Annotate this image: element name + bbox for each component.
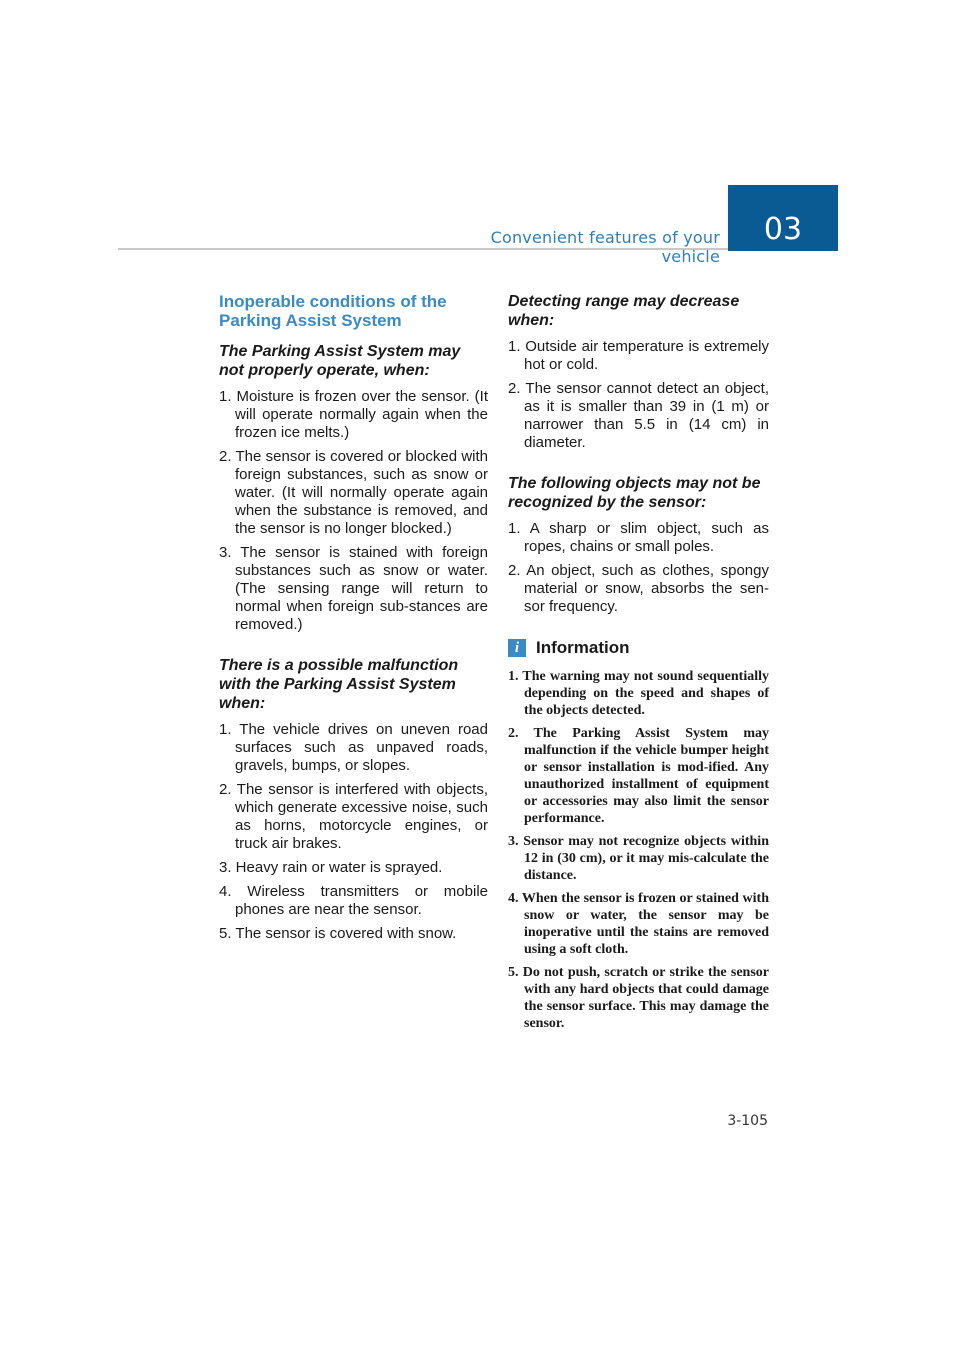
list-range-decrease: [508, 338, 769, 452]
list-item: 5. Do not push, scratch or strike the sensor with any hard objects that could damage the sensor surface. This may damage the sensor.: [508, 965, 769, 1031]
page-number: 3-105: [727, 1113, 768, 1129]
information-header: [508, 638, 769, 658]
list-not-recognized: [508, 520, 769, 616]
list-malfunction: [219, 721, 488, 943]
list-item: 1. Outside air temperature is extremely hot or cold.: [508, 338, 769, 373]
info-icon: i: [508, 639, 526, 657]
information-title: Information: [536, 638, 630, 657]
list-item: 2. The Parking Assist System may malfunction if the vehicle bumper height or sensor installation is mod-ified. Any unauthorized installment of equipment or accessories may also limit the sensor performance.: [508, 726, 769, 826]
list-item: 1. The vehicle drives on uneven road surfaces such as unpaved roads, gravels, bumps, or slopes.: [219, 721, 488, 774]
subheading-not-operate: The Parking Assist System may not properly operate, when:: [219, 343, 461, 379]
list-item: 2. The sensor cannot detect an object, as it is smaller than 39 in (1 m) or narrower than 5.5 in (14 cm) in diameter.: [508, 380, 769, 451]
information-list: [508, 668, 769, 1032]
list-not-operate: [219, 388, 488, 634]
left-column: [219, 292, 488, 949]
chapter-tab: [728, 185, 838, 251]
subheading-range-decrease: Detecting range may decrease when:: [508, 293, 740, 329]
list-item: 4. Wireless transmitters or mobile phones are near the sensor.: [219, 883, 488, 918]
list-item: 1. Moisture is frozen over the sensor. (It will operate normally again when the frozen ice melts.): [219, 388, 488, 441]
section-title: Convenient features of your vehicle: [490, 228, 720, 266]
chapter-number: 03: [763, 212, 803, 247]
list-item: 1. A sharp or slim object, such as ropes, chains or small poles.: [508, 520, 769, 555]
list-item: 3. The sensor is stained with foreign substances such as snow or water. (The sensing range will return to normal when foreign sub-stances are removed.): [219, 544, 488, 633]
list-item: 2. The sensor is interfered with objects, which generate excessive noise, such as horns, motorcycle engines, or truck air brakes.: [219, 781, 488, 852]
section-heading: Inoperable conditions of the Parking Assist System: [219, 292, 447, 330]
right-column: [508, 292, 769, 1038]
list-item: 4. When the sensor is frozen or stained with snow or water, the sensor may be inoperative until the stains are removed using a soft cloth.: [508, 891, 769, 957]
list-item: 2. The sensor is covered or blocked with foreign substances, such as snow or water. (It will normally operate again when the substance is removed, and the sensor is no longer blocked.): [219, 448, 488, 537]
list-item: 3. Heavy rain or water is sprayed.: [219, 859, 443, 876]
subheading-not-recognized: The following objects may not be recognized by the sensor:: [508, 475, 761, 511]
list-item: 3. Sensor may not recognize objects within 12 in (30 cm), or it may mis-calculate the distance.: [508, 834, 769, 883]
list-item: 5. The sensor is covered with snow.: [219, 925, 457, 942]
list-item: 2. An object, such as clothes, spongy material or snow, absorbs the sen-sor frequency.: [508, 562, 769, 615]
list-item: 1. The warning may not sound sequentially depending on the speed and shapes of the objects detected.: [508, 669, 769, 718]
subheading-malfunction: There is a possible malfunction with the Parking Assist System when:: [219, 657, 459, 712]
